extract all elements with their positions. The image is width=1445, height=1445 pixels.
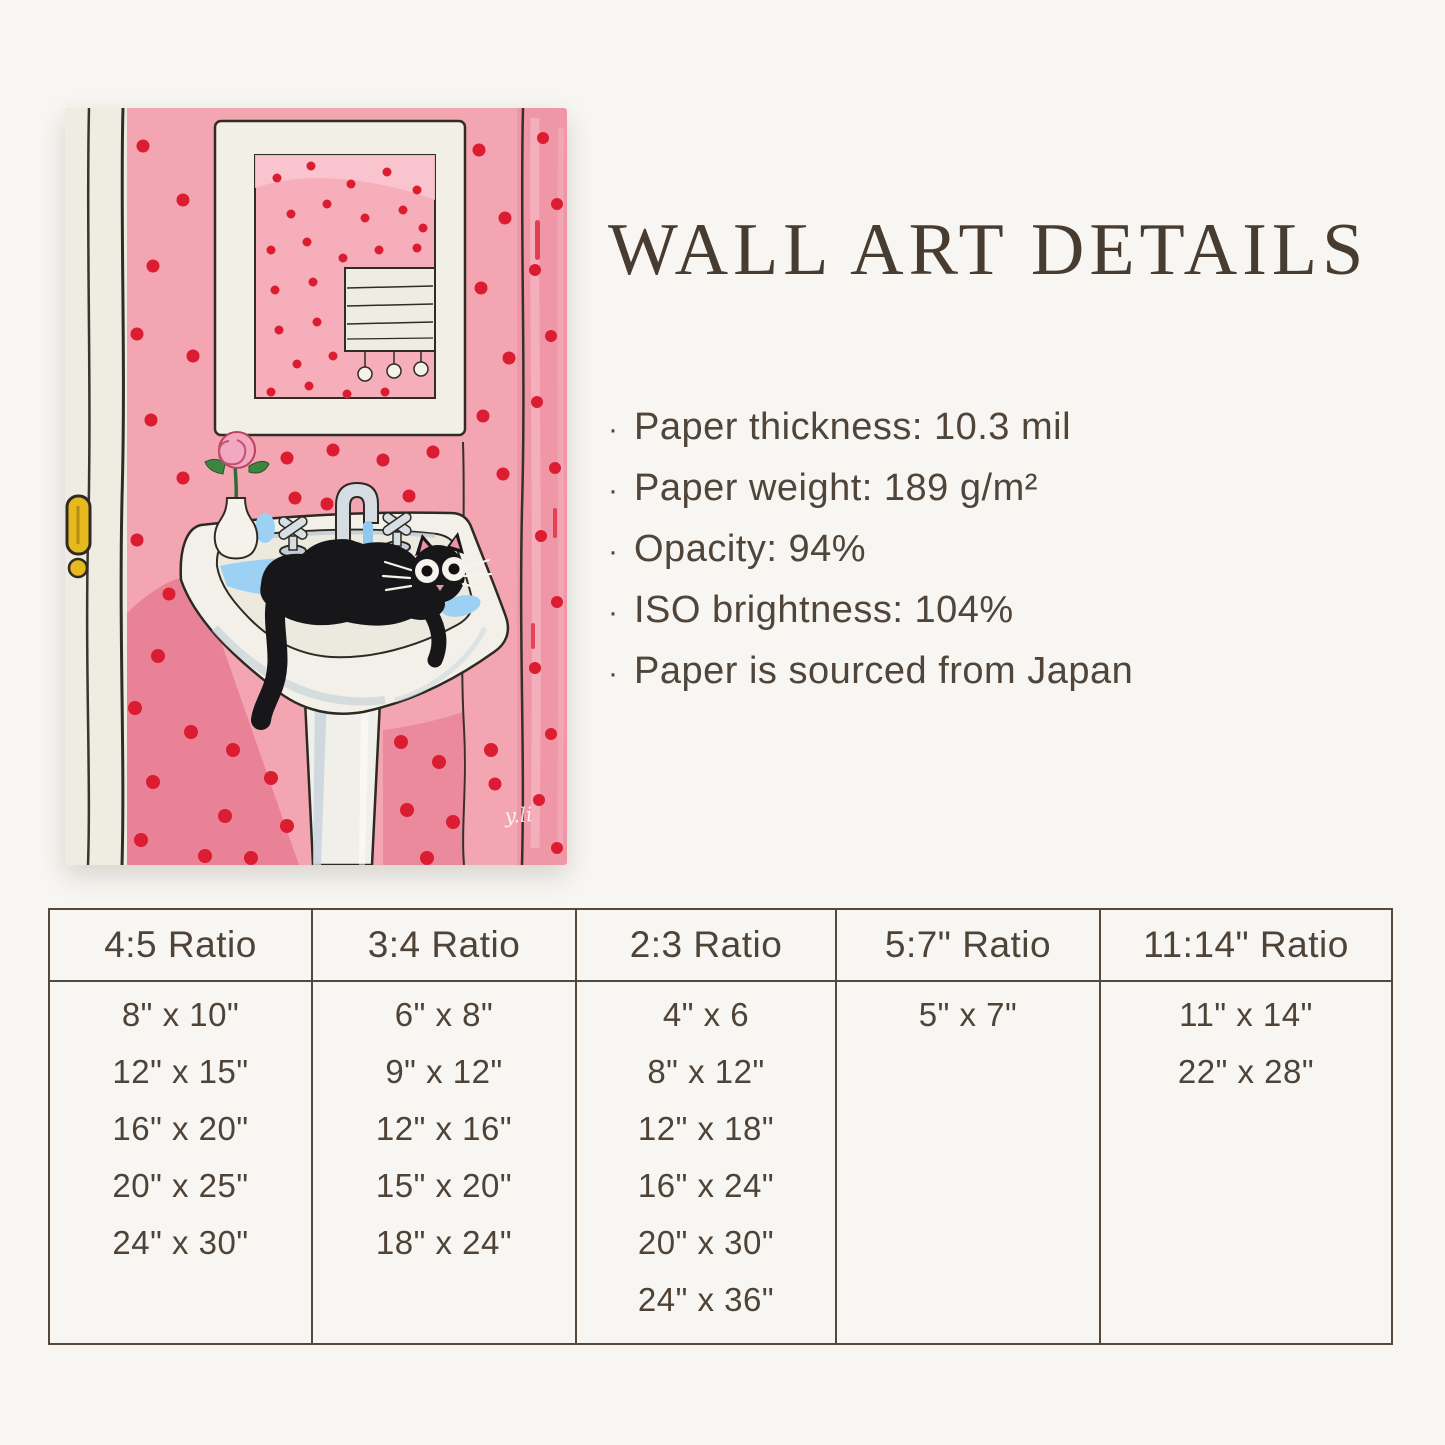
detail-opacity: Opacity: 94% bbox=[634, 528, 866, 570]
list-item bbox=[608, 459, 1408, 520]
column-header-3-4: 3:4 Ratio bbox=[312, 909, 576, 981]
size-option: 12" x 15" bbox=[112, 1053, 249, 1090]
sizes-cell-11-14 bbox=[1100, 981, 1392, 1344]
mirror bbox=[215, 121, 465, 435]
size-option: 20" x 30" bbox=[637, 1224, 775, 1261]
sizes-cell-3-4 bbox=[312, 981, 576, 1344]
bullet-dot: · bbox=[608, 413, 619, 446]
column-header-4-5: 4:5 Ratio bbox=[49, 909, 312, 981]
size-option: 6" x 8" bbox=[394, 996, 494, 1033]
detail-paper-thickness: Paper thickness: 10.3 mil bbox=[634, 406, 1072, 448]
door bbox=[65, 108, 127, 865]
cat-sink-painting bbox=[65, 108, 567, 865]
bullet-dot: · bbox=[608, 474, 619, 507]
list-item bbox=[608, 520, 1408, 581]
artwork-image bbox=[65, 108, 567, 865]
list-item bbox=[608, 581, 1408, 642]
size-option: 24" x 30" bbox=[112, 1224, 249, 1261]
cat-paw bbox=[431, 614, 439, 660]
bullet-dot: · bbox=[608, 535, 619, 568]
bullet-dot: · bbox=[608, 657, 619, 690]
artist-signature: y.li bbox=[503, 802, 534, 829]
size-option: 5" x 7" bbox=[918, 996, 1018, 1033]
size-table-header-row bbox=[49, 909, 1392, 981]
sizes-cell-4-5 bbox=[49, 981, 312, 1344]
size-option: 9" x 12" bbox=[385, 1053, 503, 1090]
size-option: 8" x 10" bbox=[121, 996, 240, 1033]
bullet-dot: · bbox=[608, 596, 619, 629]
size-option: 22" x 28" bbox=[1177, 1053, 1315, 1090]
size-table bbox=[48, 908, 1393, 1345]
details-list bbox=[608, 398, 1408, 703]
size-option: 12" x 16" bbox=[375, 1110, 513, 1147]
size-option: 15" x 20" bbox=[375, 1167, 513, 1204]
size-option: 18" x 24" bbox=[375, 1224, 513, 1261]
column-header-5-7: 5:7" Ratio bbox=[836, 909, 1100, 981]
size-option: 16" x 20" bbox=[112, 1110, 249, 1147]
page-title: WALL ART DETAILS bbox=[608, 209, 1369, 291]
door-handle bbox=[67, 496, 90, 577]
sizes-cell-2-3 bbox=[576, 981, 836, 1344]
list-item bbox=[608, 398, 1408, 459]
detail-paper-source: Paper is sourced from Japan bbox=[634, 650, 1134, 692]
column-header-2-3: 2:3 Ratio bbox=[576, 909, 836, 981]
size-option: 24" x 36" bbox=[637, 1281, 775, 1318]
size-option: 16" x 24" bbox=[637, 1167, 775, 1204]
column-header-11-14: 11:14" Ratio bbox=[1100, 909, 1392, 981]
size-option: 12" x 18" bbox=[637, 1110, 775, 1147]
sizes-cell-5-7 bbox=[836, 981, 1100, 1344]
list-item bbox=[608, 642, 1408, 703]
detail-iso-brightness: ISO brightness: 104% bbox=[634, 589, 1014, 631]
size-option: 8" x 12" bbox=[647, 1053, 765, 1090]
size-option: 11" x 14" bbox=[1179, 996, 1313, 1033]
size-option: 4" x 6 bbox=[662, 996, 750, 1033]
wall-art-details bbox=[608, 209, 1408, 703]
detail-paper-weight: Paper weight: 189 g/m² bbox=[634, 467, 1038, 509]
size-table-body-row bbox=[49, 981, 1392, 1344]
size-option: 20" x 25" bbox=[112, 1167, 249, 1204]
